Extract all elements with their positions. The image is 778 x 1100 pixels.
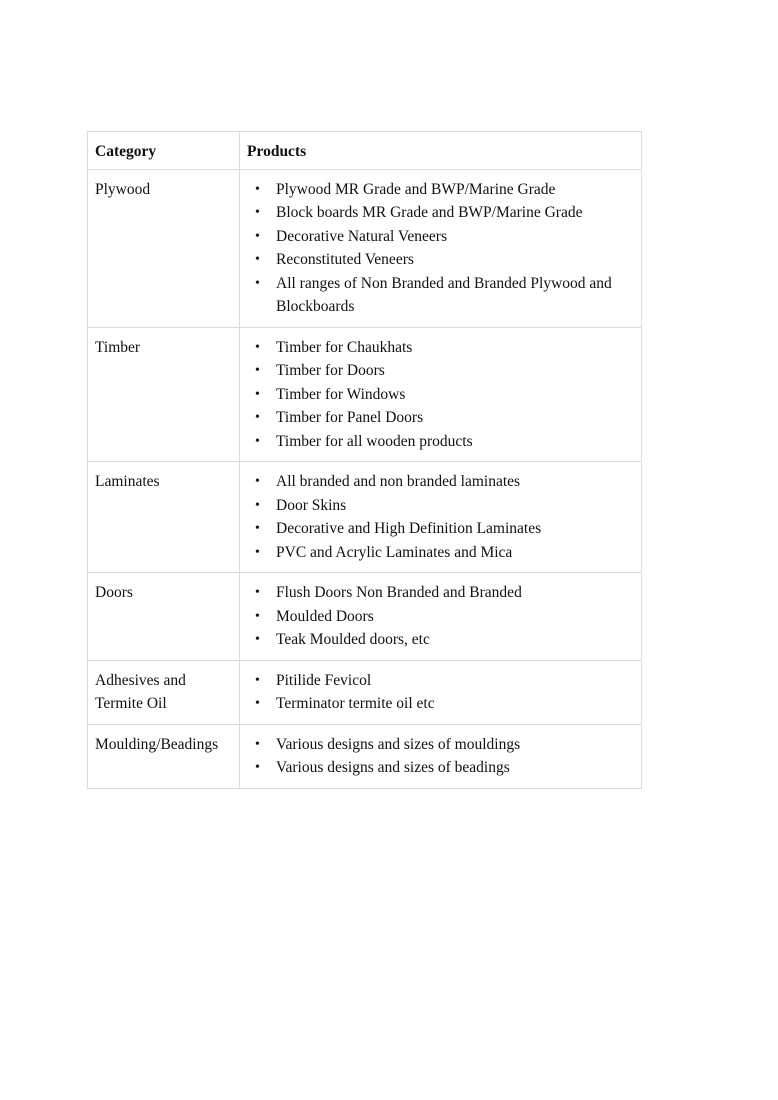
list-item: • Timber for Chaukhats bbox=[247, 336, 634, 360]
category-cell: Timber bbox=[88, 327, 240, 462]
table-row bbox=[88, 462, 642, 573]
category-cell: Laminates bbox=[88, 462, 240, 573]
list-item: • All ranges of Non Branded and Branded Plywood and Blockboards bbox=[247, 272, 634, 319]
header-category: Category bbox=[88, 132, 240, 170]
list-item: • Decorative and High Definition Laminates bbox=[247, 517, 634, 541]
list-item: • Various designs and sizes of mouldings bbox=[247, 733, 634, 757]
products-cell bbox=[240, 462, 642, 573]
list-item: • Decorative Natural Veneers bbox=[247, 225, 634, 249]
products-cell bbox=[240, 724, 642, 788]
category-cell: Doors bbox=[88, 573, 240, 661]
product-list bbox=[247, 669, 634, 716]
list-item: • Timber for all wooden products bbox=[247, 430, 634, 454]
table-row bbox=[88, 169, 642, 327]
table-row bbox=[88, 573, 642, 661]
product-list bbox=[247, 178, 634, 319]
list-item: • Teak Moulded doors, etc bbox=[247, 628, 634, 652]
list-item: • Moulded Doors bbox=[247, 605, 634, 629]
list-item: • Timber for Panel Doors bbox=[247, 406, 634, 430]
list-item: • All branded and non branded laminates bbox=[247, 470, 634, 494]
list-item: • Reconstituted Veneers bbox=[247, 248, 634, 272]
list-item: • Pitilide Fevicol bbox=[247, 669, 634, 693]
list-item: • PVC and Acrylic Laminates and Mica bbox=[247, 541, 634, 565]
category-cell: Plywood bbox=[88, 169, 240, 327]
table-header-row bbox=[88, 132, 642, 170]
products-cell bbox=[240, 327, 642, 462]
products-table bbox=[87, 131, 642, 789]
products-cell bbox=[240, 573, 642, 661]
list-item: • Plywood MR Grade and BWP/Marine Grade bbox=[247, 178, 634, 202]
products-cell bbox=[240, 660, 642, 724]
list-item: • Terminator termite oil etc bbox=[247, 692, 634, 716]
header-products: Products bbox=[240, 132, 642, 170]
product-list bbox=[247, 733, 634, 780]
products-cell bbox=[240, 169, 642, 327]
table-row bbox=[88, 660, 642, 724]
product-list bbox=[247, 470, 634, 564]
list-item: • Block boards MR Grade and BWP/Marine Grade bbox=[247, 201, 634, 225]
list-item: • Flush Doors Non Branded and Branded bbox=[247, 581, 634, 605]
list-item: • Door Skins bbox=[247, 494, 634, 518]
list-item: • Timber for Doors bbox=[247, 359, 634, 383]
category-cell: Adhesives and Termite Oil bbox=[88, 660, 240, 724]
table-row bbox=[88, 327, 642, 462]
list-item: • Various designs and sizes of beadings bbox=[247, 756, 634, 780]
list-item: • Timber for Windows bbox=[247, 383, 634, 407]
product-list bbox=[247, 336, 634, 454]
table-row bbox=[88, 724, 642, 788]
product-list bbox=[247, 581, 634, 652]
category-cell: Moulding/Beadings bbox=[88, 724, 240, 788]
